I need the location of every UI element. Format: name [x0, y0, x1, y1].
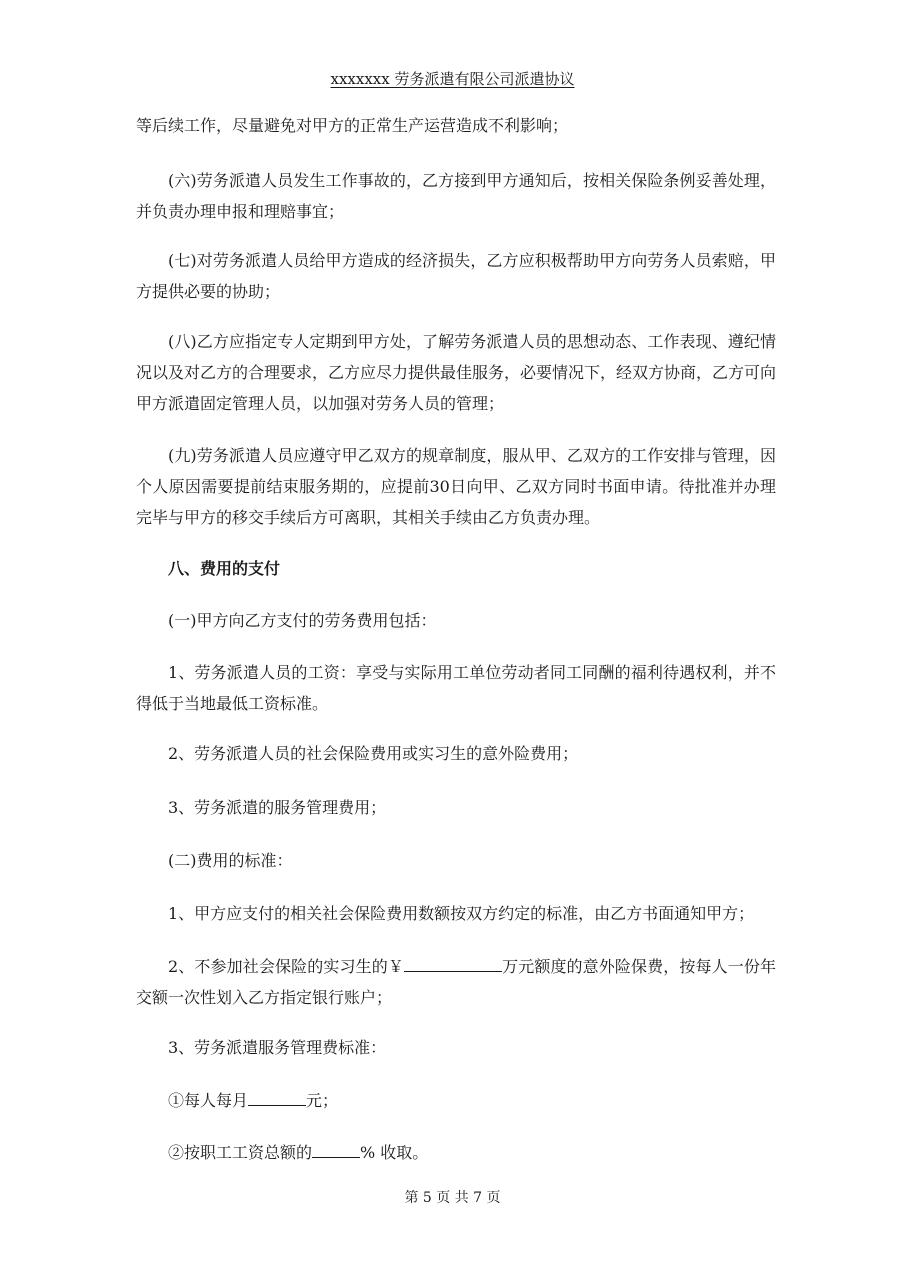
paragraph-fee-standard: (二)费用的标准： — [168, 851, 293, 870]
paragraph-fees-include: (一)甲方向乙方支付的劳务费用包括： — [168, 611, 437, 630]
paragraph-fee-service: 3、劳务派遣的服务管理费用； — [168, 798, 387, 817]
paragraph-item-6: (六)劳务派遣人员发生工作事故的，乙方接到甲方通知后，按相关保险条例妥善处理，并负责办理申报和理赔事宜； — [136, 171, 776, 221]
percentage-blank[interactable] — [312, 1139, 360, 1158]
option-2-lead-text: ②按职工工资总额的 — [168, 1143, 313, 1162]
insurance-amount-blank[interactable] — [404, 953, 502, 972]
paragraph-fee-wages: 1、劳务派遣人员的工资：享受与实际用工单位劳动者同工同酬的福利待遇权利，并不得低于当地最低工资标准。 — [136, 663, 776, 713]
paragraph-continuation: 等后续工作，尽量避免对甲方的正常生产运营造成不利影响； — [136, 116, 569, 135]
paragraph-standard-2 — [136, 951, 776, 1013]
option-2-tail-text: % 收取。 — [360, 1143, 429, 1162]
paragraph-option-2 — [136, 1137, 776, 1168]
paragraph-fee-insurance: 2、劳务派遣人员的社会保险费用或实习生的意外险费用； — [168, 744, 579, 763]
paragraph-item-8: (八)乙方应指定专人定期到甲方处，了解劳务派遣人员的思想动态、工作表现、遵纪情况以及对乙方的合理要求，乙方应尽力提供最佳服务，必要情况下，经双方协商，乙方可向甲方派遣固定管理人员，以加强对劳务人员的管理； — [136, 332, 777, 413]
paragraph-item-9: (九)劳务派遣人员应遵守甲乙双方的规章制度，服从甲、乙双方的工作安排与管理，因个人原因需要提前结束服务期的，应提前30日向甲、乙双方同时书面申请。待批准并办理完毕与甲方的移交手续后方可离职，其相关手续由乙方负责办理。 — [136, 446, 776, 527]
document-header-title: xxxxxxx 劳务派遣有限公司派遣协议 — [330, 70, 575, 88]
paragraph-option-1 — [136, 1085, 776, 1116]
paragraph-standard-1: 1、甲方应支付的相关社会保险费用数额按双方约定的标准，由乙方书面通知甲方； — [168, 904, 755, 923]
paragraph-standard-3: 3、劳务派遣服务管理费标准： — [168, 1038, 387, 1057]
page-number-footer: 第 5 页 共 7 页 — [404, 1190, 501, 1206]
standard-2-tail-text: 万元额度的意外险保费，按每人一份年交额一次性划入乙方指定银行账户； — [136, 957, 776, 1007]
paragraph-item-7: (七)对劳务派遣人员给甲方造成的经济损失，乙方应积极帮助甲方向劳务人员索赔，甲方提供必要的协助； — [136, 251, 776, 301]
monthly-fee-blank[interactable] — [248, 1087, 306, 1106]
option-1-tail-text: 元； — [306, 1091, 339, 1110]
standard-2-lead-text: 2、不参加社会保险的实习生的￥ — [168, 957, 404, 976]
option-1-lead-text: ①每人每月 — [168, 1091, 249, 1110]
section-heading-fees: 八、费用的支付 — [168, 559, 281, 578]
